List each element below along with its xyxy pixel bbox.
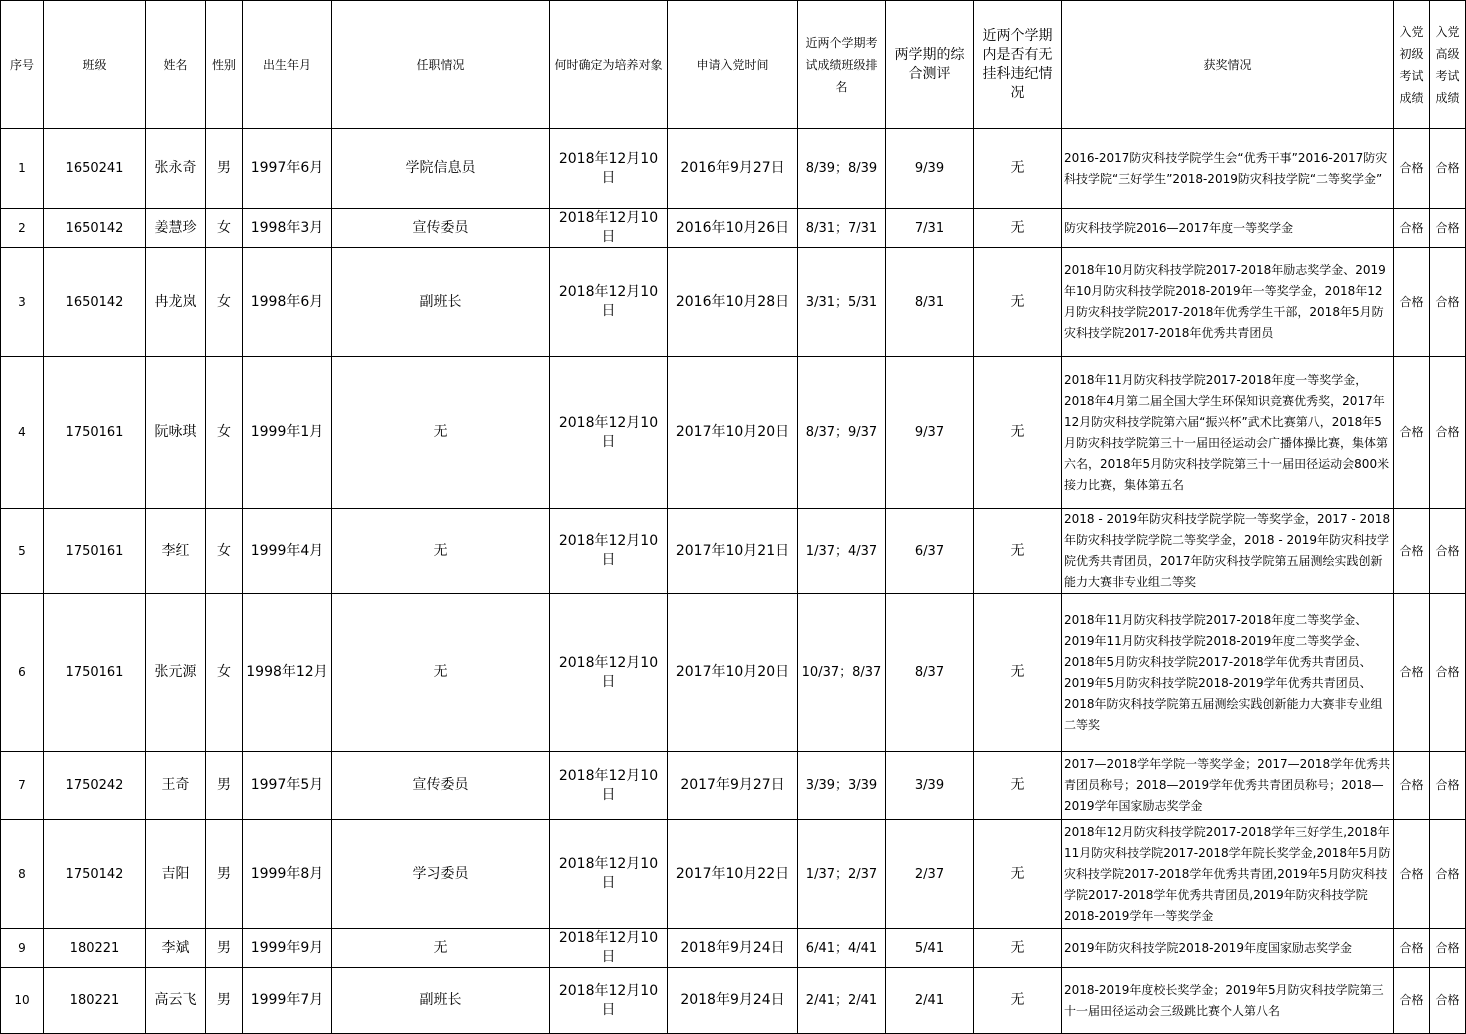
header-apply-date: 申请入党时间 [668, 1, 798, 129]
cell-awards: 2018 - 2019年防灾科技学院学院一等奖学金，2017 - 2018年防灾科技学院学院二等奖学金，2018 - 2019年防灾科技学院优秀共青团员，2017年防灾科技学院第五届测绘实践创新能力大赛非专业组二等奖 [1062, 509, 1394, 594]
header-violation: 近两个学期内是否有无挂科违纪情况 [974, 1, 1062, 129]
cell-birth: 1999年4月 [243, 509, 332, 594]
cell-advanced-exam: 合格 [1430, 594, 1466, 752]
cell-gender: 男 [206, 968, 243, 1034]
cell-birth: 1999年7月 [243, 968, 332, 1034]
cell-class: 1750161 [44, 357, 146, 509]
table-body [1, 129, 1466, 1034]
header-awards: 获奖情况 [1062, 1, 1394, 129]
cell-eval: 2/41 [886, 968, 974, 1034]
cell-name: 冉龙岚 [146, 248, 206, 357]
cell-basic-exam: 合格 [1394, 248, 1430, 357]
cell-rank: 3/39；3/39 [798, 752, 886, 820]
table-row [1, 594, 1466, 752]
cell-confirm-date: 2018年12月10日 [550, 968, 668, 1034]
cell-gender: 男 [206, 752, 243, 820]
header-class: 班级 [44, 1, 146, 129]
cell-class: 1750142 [44, 820, 146, 929]
table-row [1, 248, 1466, 357]
cell-position: 宣传委员 [332, 209, 550, 248]
cell-apply-date: 2017年10月22日 [668, 820, 798, 929]
cell-awards: 2018年11月防灾科技学院2017-2018年度二等奖学金、2019年11月防灾科技学院2018-2019年度二等奖学金、2018年5月防灾科技学院2017-2018学年优秀共青团员、2019年5月防灾科技学院2018-2019学年优秀共青团员、2018年防灾科技学院第五届测绘实践创新能力大赛非专业组二等奖 [1062, 594, 1394, 752]
cell-gender: 女 [206, 248, 243, 357]
cell-name: 高云飞 [146, 968, 206, 1034]
cell-position: 无 [332, 357, 550, 509]
cell-position: 无 [332, 929, 550, 968]
cell-index: 5 [1, 509, 44, 594]
cell-confirm-date: 2018年12月10日 [550, 248, 668, 357]
cell-rank: 8/31；7/31 [798, 209, 886, 248]
cell-basic-exam: 合格 [1394, 752, 1430, 820]
cell-advanced-exam: 合格 [1430, 129, 1466, 209]
cell-position: 学习委员 [332, 820, 550, 929]
cell-basic-exam: 合格 [1394, 209, 1430, 248]
cell-eval: 5/41 [886, 929, 974, 968]
cell-birth: 1999年9月 [243, 929, 332, 968]
cell-confirm-date: 2018年12月10日 [550, 752, 668, 820]
cell-index: 9 [1, 929, 44, 968]
header-position: 任职情况 [332, 1, 550, 129]
cell-birth: 1999年8月 [243, 820, 332, 929]
cell-basic-exam: 合格 [1394, 129, 1430, 209]
table-row [1, 752, 1466, 820]
cell-awards: 防灾科技学院2016—2017年度一等奖学金 [1062, 209, 1394, 248]
cell-violation: 无 [974, 968, 1062, 1034]
cell-awards: 2018年12月防灾科技学院2017-2018学年三好学生,2018年11月防灾科技学院2017-2018学年院长奖学金,2018年5月防灾科技学院2017-2018学年优秀共青团,2019年5月防灾科技学院2017-2018学年优秀共青团员,2019年防灾科技学院2018-2019学年一等奖学金 [1062, 820, 1394, 929]
cell-confirm-date: 2018年12月10日 [550, 129, 668, 209]
cell-violation: 无 [974, 929, 1062, 968]
cell-name: 姜慧珍 [146, 209, 206, 248]
header-advanced-exam: 入党高级考试成绩 [1430, 1, 1466, 129]
cell-birth: 1997年6月 [243, 129, 332, 209]
cell-confirm-date: 2018年12月10日 [550, 929, 668, 968]
cell-apply-date: 2018年9月24日 [668, 968, 798, 1034]
cell-violation: 无 [974, 752, 1062, 820]
cell-basic-exam: 合格 [1394, 509, 1430, 594]
header-index: 序号 [1, 1, 44, 129]
cell-gender: 男 [206, 129, 243, 209]
header-confirm-date: 何时确定为培养对象 [550, 1, 668, 129]
cell-position: 学院信息员 [332, 129, 550, 209]
cell-apply-date: 2017年9月27日 [668, 752, 798, 820]
cell-apply-date: 2016年9月27日 [668, 129, 798, 209]
cell-gender: 女 [206, 594, 243, 752]
cell-awards: 2017—2018学年学院一等奖学金；2017—2018学年优秀共青团员称号；2018—2019学年优秀共青团员称号；2018—2019学年国家励志奖学金 [1062, 752, 1394, 820]
cell-name: 阮咏琪 [146, 357, 206, 509]
cell-class: 1750242 [44, 752, 146, 820]
table-row [1, 929, 1466, 968]
header-birth: 出生年月 [243, 1, 332, 129]
cell-index: 4 [1, 357, 44, 509]
header-rank: 近两个学期考试成绩班级排名 [798, 1, 886, 129]
cell-advanced-exam: 合格 [1430, 820, 1466, 929]
cell-basic-exam: 合格 [1394, 357, 1430, 509]
cell-eval: 7/31 [886, 209, 974, 248]
cell-position: 宣传委员 [332, 752, 550, 820]
cell-name: 张元源 [146, 594, 206, 752]
cell-name: 吉阳 [146, 820, 206, 929]
cell-awards: 2018年10月防灾科技学院2017-2018年励志奖学金、2019年10月防灾科技学院2018-2019年一等奖学金，2018年12月防灾科技学院2017-2018年优秀学生干部，2018年5月防灾科技学院2017-2018年优秀共青团员 [1062, 248, 1394, 357]
cell-advanced-exam: 合格 [1430, 929, 1466, 968]
cell-violation: 无 [974, 509, 1062, 594]
cell-index: 8 [1, 820, 44, 929]
cell-apply-date: 2017年10月21日 [668, 509, 798, 594]
cell-position: 副班长 [332, 968, 550, 1034]
cell-class: 1750161 [44, 509, 146, 594]
cell-apply-date: 2016年10月28日 [668, 248, 798, 357]
cell-position: 无 [332, 594, 550, 752]
table-row [1, 209, 1466, 248]
cell-violation: 无 [974, 248, 1062, 357]
cell-advanced-exam: 合格 [1430, 752, 1466, 820]
cell-apply-date: 2016年10月26日 [668, 209, 798, 248]
cell-apply-date: 2017年10月20日 [668, 594, 798, 752]
cell-birth: 1999年1月 [243, 357, 332, 509]
cell-index: 1 [1, 129, 44, 209]
cell-gender: 女 [206, 509, 243, 594]
cell-name: 李斌 [146, 929, 206, 968]
cell-confirm-date: 2018年12月10日 [550, 509, 668, 594]
cell-basic-exam: 合格 [1394, 820, 1430, 929]
cell-index: 3 [1, 248, 44, 357]
table-row [1, 509, 1466, 594]
cell-awards: 2018-2019年度校长奖学金；2019年5月防灾科技学院第三十一届田径运动会三级跳比赛个人第八名 [1062, 968, 1394, 1034]
cell-advanced-exam: 合格 [1430, 248, 1466, 357]
cell-basic-exam: 合格 [1394, 968, 1430, 1034]
cell-name: 张永奇 [146, 129, 206, 209]
cell-position: 无 [332, 509, 550, 594]
cell-violation: 无 [974, 129, 1062, 209]
header-basic-exam: 入党初级考试成绩 [1394, 1, 1430, 129]
cell-basic-exam: 合格 [1394, 594, 1430, 752]
cell-apply-date: 2018年9月24日 [668, 929, 798, 968]
cell-birth: 1997年5月 [243, 752, 332, 820]
cell-rank: 1/37；2/37 [798, 820, 886, 929]
header-name: 姓名 [146, 1, 206, 129]
cell-gender: 男 [206, 929, 243, 968]
cell-rank: 3/31；5/31 [798, 248, 886, 357]
table-row [1, 357, 1466, 509]
table-row [1, 129, 1466, 209]
cell-index: 7 [1, 752, 44, 820]
cell-awards: 2018年11月防灾科技学院2017-2018年度一等奖学金，2018年4月第二届全国大学生环保知识竞赛优秀奖，2017年12月防灾科技学院第六届“振兴杯”武术比赛第八，2018年5月防灾科技学院第三十一届田径运动会广播体操比赛，集体第六名，2018年5月防灾科技学院第三十一届田径运动会800米接力比赛，集体第五名 [1062, 357, 1394, 509]
cell-eval: 9/39 [886, 129, 974, 209]
cell-advanced-exam: 合格 [1430, 209, 1466, 248]
cell-eval: 8/37 [886, 594, 974, 752]
cell-confirm-date: 2018年12月10日 [550, 357, 668, 509]
cell-rank: 8/37；9/37 [798, 357, 886, 509]
table-row [1, 820, 1466, 929]
cell-gender: 女 [206, 209, 243, 248]
cell-index: 10 [1, 968, 44, 1034]
cell-eval: 3/39 [886, 752, 974, 820]
cell-class: 180221 [44, 968, 146, 1034]
cell-class: 1750161 [44, 594, 146, 752]
cell-eval: 6/37 [886, 509, 974, 594]
cell-confirm-date: 2018年12月10日 [550, 820, 668, 929]
cell-class: 1650241 [44, 129, 146, 209]
cell-name: 李红 [146, 509, 206, 594]
cell-class: 1650142 [44, 248, 146, 357]
cell-confirm-date: 2018年12月10日 [550, 209, 668, 248]
cell-class: 180221 [44, 929, 146, 968]
cell-birth: 1998年6月 [243, 248, 332, 357]
cell-basic-exam: 合格 [1394, 929, 1430, 968]
cell-awards: 2016-2017防灾科技学院学生会“优秀干事”2016-2017防灾科技学院“三好学生”2018-2019防灾科技学院“二等奖学金” [1062, 129, 1394, 209]
cell-rank: 8/39；8/39 [798, 129, 886, 209]
cell-birth: 1998年12月 [243, 594, 332, 752]
cell-index: 6 [1, 594, 44, 752]
cell-eval: 9/37 [886, 357, 974, 509]
cell-gender: 男 [206, 820, 243, 929]
cell-rank: 1/37；4/37 [798, 509, 886, 594]
cell-violation: 无 [974, 209, 1062, 248]
cell-eval: 8/31 [886, 248, 974, 357]
cell-class: 1650142 [44, 209, 146, 248]
table-row [1, 968, 1466, 1034]
cell-advanced-exam: 合格 [1430, 968, 1466, 1034]
header-gender: 性别 [206, 1, 243, 129]
cell-apply-date: 2017年10月20日 [668, 357, 798, 509]
cell-advanced-exam: 合格 [1430, 357, 1466, 509]
cell-eval: 2/37 [886, 820, 974, 929]
cell-birth: 1998年3月 [243, 209, 332, 248]
cell-rank: 10/37；8/37 [798, 594, 886, 752]
cell-advanced-exam: 合格 [1430, 509, 1466, 594]
cell-violation: 无 [974, 820, 1062, 929]
cell-gender: 女 [206, 357, 243, 509]
cell-violation: 无 [974, 594, 1062, 752]
cell-index: 2 [1, 209, 44, 248]
cell-confirm-date: 2018年12月10日 [550, 594, 668, 752]
cell-awards: 2019年防灾科技学院2018-2019年度国家励志奖学金 [1062, 929, 1394, 968]
cell-rank: 6/41；4/41 [798, 929, 886, 968]
cell-position: 副班长 [332, 248, 550, 357]
header-row [1, 1, 1466, 129]
header-eval: 两学期的综合测评 [886, 1, 974, 129]
cell-violation: 无 [974, 357, 1062, 509]
cell-rank: 2/41；2/41 [798, 968, 886, 1034]
cell-name: 王奇 [146, 752, 206, 820]
